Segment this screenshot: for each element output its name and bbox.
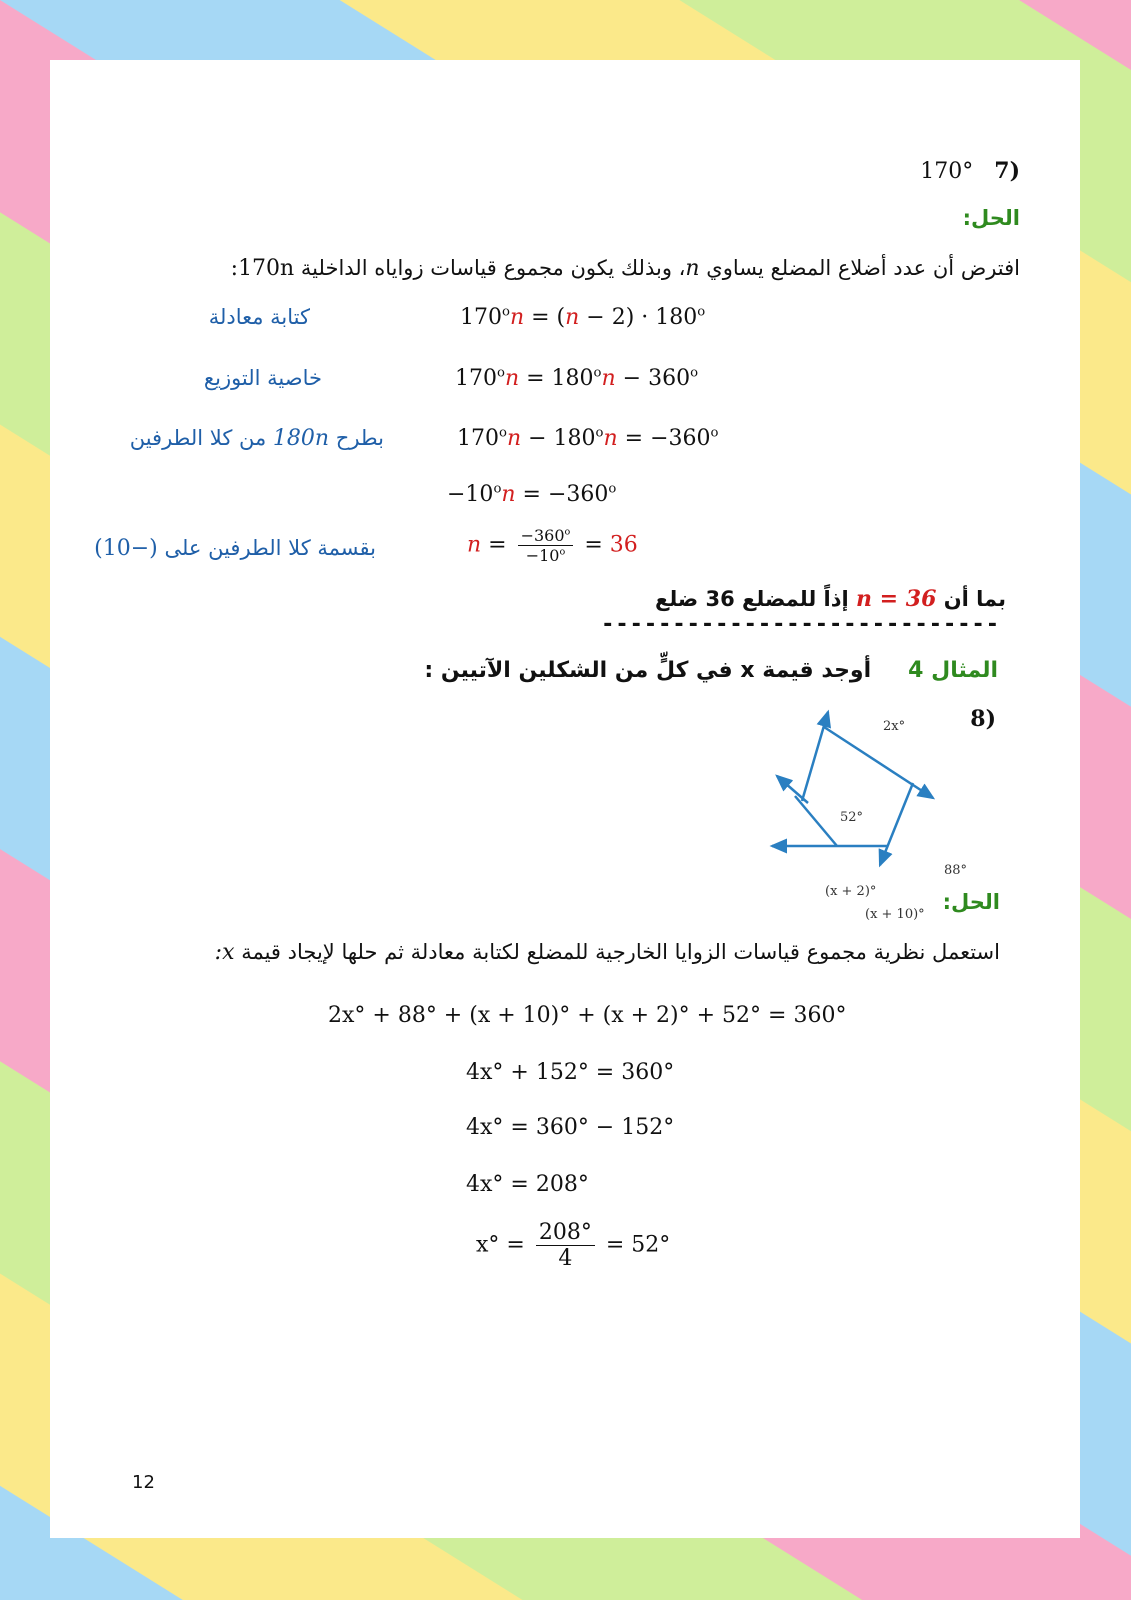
page-sheet: [50, 60, 1080, 1538]
problem-7-header: 170° 7): [920, 158, 1020, 184]
equation-step-3: $170^on - 180^on = -360^o$: [457, 425, 719, 451]
equation-8-step-2: 4x° + 152° = 360°: [466, 1060, 675, 1085]
angle-label-x-plus-2: (x + 2)°: [825, 884, 877, 899]
problem-7-conclusion: بما أن n = 36 إذاً للمضلع 36 ضلع: [654, 586, 1006, 612]
side-right-ray: [880, 783, 913, 865]
angle-label-88: 88°: [944, 863, 968, 878]
angle-label-52: 52°: [840, 810, 864, 825]
angle-label-x-plus-10: (x + 10)°: [865, 907, 925, 922]
step-2-note: خاصية التوزيع: [203, 366, 322, 390]
page-number: 12: [132, 1472, 155, 1493]
fraction-360-over-10: $\frac{-360^o}{-10^o}$: [518, 526, 574, 565]
side-lower-left-ray: [777, 776, 808, 803]
equation-8-step-5: x° = $\frac{208^\circ}{4}$ = 52°: [476, 1220, 671, 1271]
equation-step-2: $170^on = 180^on - 360^o$: [455, 365, 699, 391]
dashed-separator: ----------------------------: [601, 612, 1000, 637]
equation-8-step-3: 4x° = 360° − 152°: [466, 1115, 675, 1140]
fraction-208-over-4: $\frac{208^\circ}{4}$: [536, 1220, 595, 1271]
problem-8-number: 8): [970, 706, 996, 732]
equation-step-5: n = $\frac{-360^o}{-10^o}$ = 36: [467, 526, 638, 565]
solution-label-7: الحل:: [962, 206, 1020, 230]
angle-label-2x: 2x°: [883, 719, 906, 734]
side-lower-left: [795, 796, 837, 846]
side-top-ray: [824, 727, 933, 798]
example-4-instruction: استعمل نظرية مجموع قياسات الزوايا الخارجية للمضلع لكتابة معادلة ثم حلها لإيجاد قيمة x:: [214, 940, 1000, 965]
example-4-heading: المثال 4 أوجد قيمة x في كلٍّ من الشكلين الآتيين :: [424, 658, 998, 683]
equation-8-step-4: 4x° = 208°: [466, 1172, 589, 1197]
equation-step-4: $-10^on = -360^o$: [447, 481, 617, 507]
step-3-note: بطرح 180n من كلا الطرفين: [129, 426, 384, 451]
side-left-ray: [802, 712, 828, 801]
step-5-note: بقسمة كلا الطرفين على (−10): [94, 536, 376, 561]
equation-step-1: $170^on = (n - 2) \cdot 180^o$: [460, 304, 706, 330]
solution-label-8: الحل:: [942, 890, 1000, 914]
equation-8-step-1: 2x° + 88° + (x + 10)° + (x + 2)° + 52° = 360°: [328, 1003, 847, 1028]
step-1-note: كتابة معادلة: [208, 305, 310, 329]
problem-7-statement: افترض أن عدد أضلاع المضلع يساوي n، وبذلك يكون مجموع قياسات زواياه الداخلية 170n:: [230, 256, 1020, 281]
